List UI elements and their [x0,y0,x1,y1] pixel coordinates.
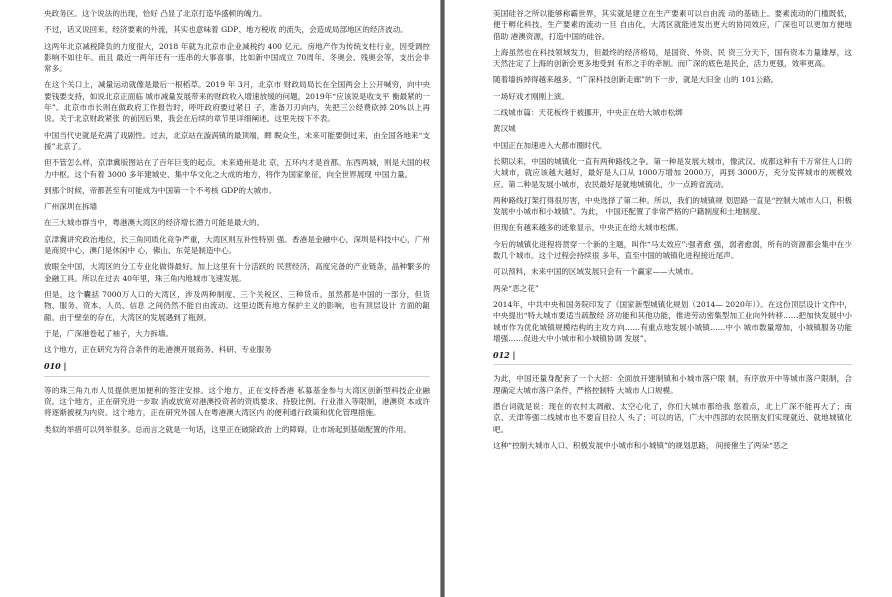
paragraph: 可以预料，未来中国的区域发展只会有一个赢家——大城市。 [493,267,699,277]
left-page [0,0,441,597]
page-number: 010 | [44,361,430,376]
paragraph: 不过，话又说回来，经济要素的外流，其实也意味着 GDP、地方税收 的流失，会造成局部地区的经济波动。 [44,25,408,35]
paragraph: 中国当代史就是充满了戏剧性。过去，北京站在漩涡镇的最顶端，睥 睨众生，未来可能要倒过来，由全国各地来“支援”北京了。 [44,130,430,151]
paragraph: 为此，中国还量身配套了一个大招：全面放开建制镇和小城市落户限 制，有序放开中等城市落户限制，合理确定大城市落户条件，严格控制特 大城市人口规模。 [493,374,852,395]
paragraph: 长期以来，中国的城镇化一直有两种路线之争。第一种是发展大城市，像武汉、成都这种有千万常住人口的大城市，就应该越大越好，最好是人口从 1000万增加 2000万，再到 3000万，充分发挥城市的规模效应。第二种是发展小城市，农民最好是就地城镇化，少一点跨省流动。 [493,156,852,189]
paragraph: 今后的城镇化进程将贯穿一个新的主题，叫作“马太效应”:强者愈 强，弱者愈弱，所有的资源都会集中在少数几个城市。这个过程会持续很 多年，直至中国的城镇化进程接近尾声。 [493,239,852,261]
paragraph: 京津冀讲究政治地位，长三角同质化竞争严重，大湾区则互补性特别 强。香港是金融中心，深圳是科技中心，广州是商贸中心，澳门是休闲中 心，佛山、东莞是制造中心。 [44,234,430,256]
paragraph: 这两年北京减税降负的力度很大，2018 年就为北京市企业减税约 400 亿元。房地产作为传统支柱行业，因受调控影响不如往年。而且 最近一两年还有一连串的大事喜事，比如新中国成立 70周年、冬奥会、残奥会等，支出会非常多。 [44,41,430,74]
paragraph: 两种路线打架打得很厉害，中央选择了第二种。所以，我们的城镇规 划思路一直是“控制大城市人口，积极发展中小城市和小城镇”。为此， 中国还配置了非常严格的户籍制度和土地制度。 [493,195,852,217]
paragraph: 但不管怎么样，京津冀版图站在了百年巨变的起点。未来通州是北 京，五环内才是首都。东西两城，则是大国的权力中枢。这个有着 3000 多年建城史、集中华文化之大成的地方，将作为国家象征，向全世界展现 中国力量。 [44,158,430,179]
section-heading: 两朵“恶之花” [493,283,539,293]
section-heading: 黄汉城 [493,124,516,134]
paragraph: 2014年，中共中央和国务院印发了《国家新型城镇化规划（2014— 2020年）》。在这份顶层设计文件中，中央提出“特大城市要适当疏散经 济功能和其他功能，推进劳动密集型加工业向外转移……把加快发展中小 城市作为优化城镇规模结构的主攻方向……有重点地发展小城镇……中小 城市数量增加，小城镇服务功能增强……促进大中小城市和小城镇协调 发展”。 [493,299,852,343]
paragraph: 到那个时候，帝都甚至有可能成为中国第一个不考核 GDP的大城市。 [44,185,277,195]
paragraph: 这种“控制大城市人口、积极发展中小城市和小城镇”的规划思路， 间接催生了两朵“恶之 [493,440,789,450]
paragraph: 放眼全中国，大湾区的分工专业化做得最好。加上这里有十分活跃的 民营经济，高度完备的产业链条，晶种繁多的金融工具。所以在过去 40年里，珠三角内地城市飞速发展。 [44,262,430,283]
section-heading: 广州深圳在拆墙 [44,202,98,212]
paragraph: 中国正在加速进入大都市圈时代。 [493,140,607,150]
paragraph: 等的珠三角九市人员提供更加便利的签注安排。这个地方，正在支持香港 私募基金参与大湾区创新型科技企业融资。这个地方，正在研究进一步取 消或放宽对港澳投资者的资质要求、持股比例、行业准入等限制，港澳资 本或许将逐渐被视为内资。这个地方，正在研究外国人在粤港澳大湾区内 的便利通行政策和优化管理措施。 [44,385,430,418]
paragraph: 潜台词就是说：现在的农村太凋敝、太空心化了，你们大城市都给我 悠着点，北上广深不能再大了；南京、天津等强二线城市也不要盲目拉人 头了；可以的话，广大中西部的农民朋友们实现就近、就地城镇化吧。 [493,402,852,434]
paragraph: 上海虽然也在科技领域发力，但最终的经济格局，是国资、外资、民 资三分天下，国有资本力量雄厚，这天然注定了上海的创新会更多地受到 有形之手的牵制。而广深的底色是民企，活力更强，效率更高。 [493,47,852,69]
paragraph: 这个地方，正在研究为符合条件的赴港澳开展商务、科研、专业服务 [44,345,272,355]
paragraph: 类似的举措可以列举很多。总而言之就是一句话，这里正在破除政治 上的障碍，让市场起到基础配置的作用。 [44,424,411,434]
paragraph: 但现在有越来越多的迹象显示，中央正在给大城市松绑。 [493,223,683,233]
page-number: 012 | [493,350,852,365]
paragraph: 美国硅谷之所以能够称霸世界，其实就是建立在生产要素可以自由流 动的基础上。要素流动的门槛既低，便于孵化科技。生产要素的流动一旦 自由化，大湾区就能迸发出更大的协同效应，广深也可以更加方便地借助 港澳资源，打造中国的硅谷。 [493,9,852,41]
paragraph: 一场好戏才刚刚上演。 [493,91,569,101]
paragraph: 在这个关口上，减量运动就像是最后一根稻草。2019 年 3月，北京市 财政局局长在全国两会上公开喊穷，向中央要钱要支持，如说北京正面临 城市减量发展带来的财政收入增速放缓的问题，2019年“应该说是收支平 衡最紧的一年”。北京市市长则在做政府工作报告时，呼吁政府要过紧日 子，准备刀刃向内，先把三公经费砍掉 20%以上再说。关于北京财政紧张 的前因后果，我会在后续的章节里详细阐述。这里先按下不表。 [44,80,430,124]
paragraph: 央政务区。这个说法的出现，恰好 凸显了北京打造华盛顿的魄力。 [44,9,267,18]
paragraph: 二线城市篇：天花板终于被挪开，中央正在给大城市松绑 [493,108,683,118]
paragraph: 在三大城市群当中，粤港澳大湾区的经济增长潜力可能是最大的。 [44,218,265,228]
paragraph: 于是，广深港卷起了袖子，大力拆墙。 [44,328,174,338]
paragraph: 但是，这个囊括 7000万人口的大湾区，涉及两种制度、三个关税区、三种货币。虽然都是中国的一部分，但货物、服务、资本、人员、信息 之间仍然不能自由流动。这里边既有地方保护主义的影响，也有顶层设计 方面的龃龉。由于壁垒的存在，大湾区的发展遇到了瓶颈。 [44,289,430,322]
right-page [444,0,892,597]
paragraph: 随着墙拆掉得越来越多，“广深科技创新走廊”的下一步，就是大旧金 山的 101公路。 [493,75,779,85]
